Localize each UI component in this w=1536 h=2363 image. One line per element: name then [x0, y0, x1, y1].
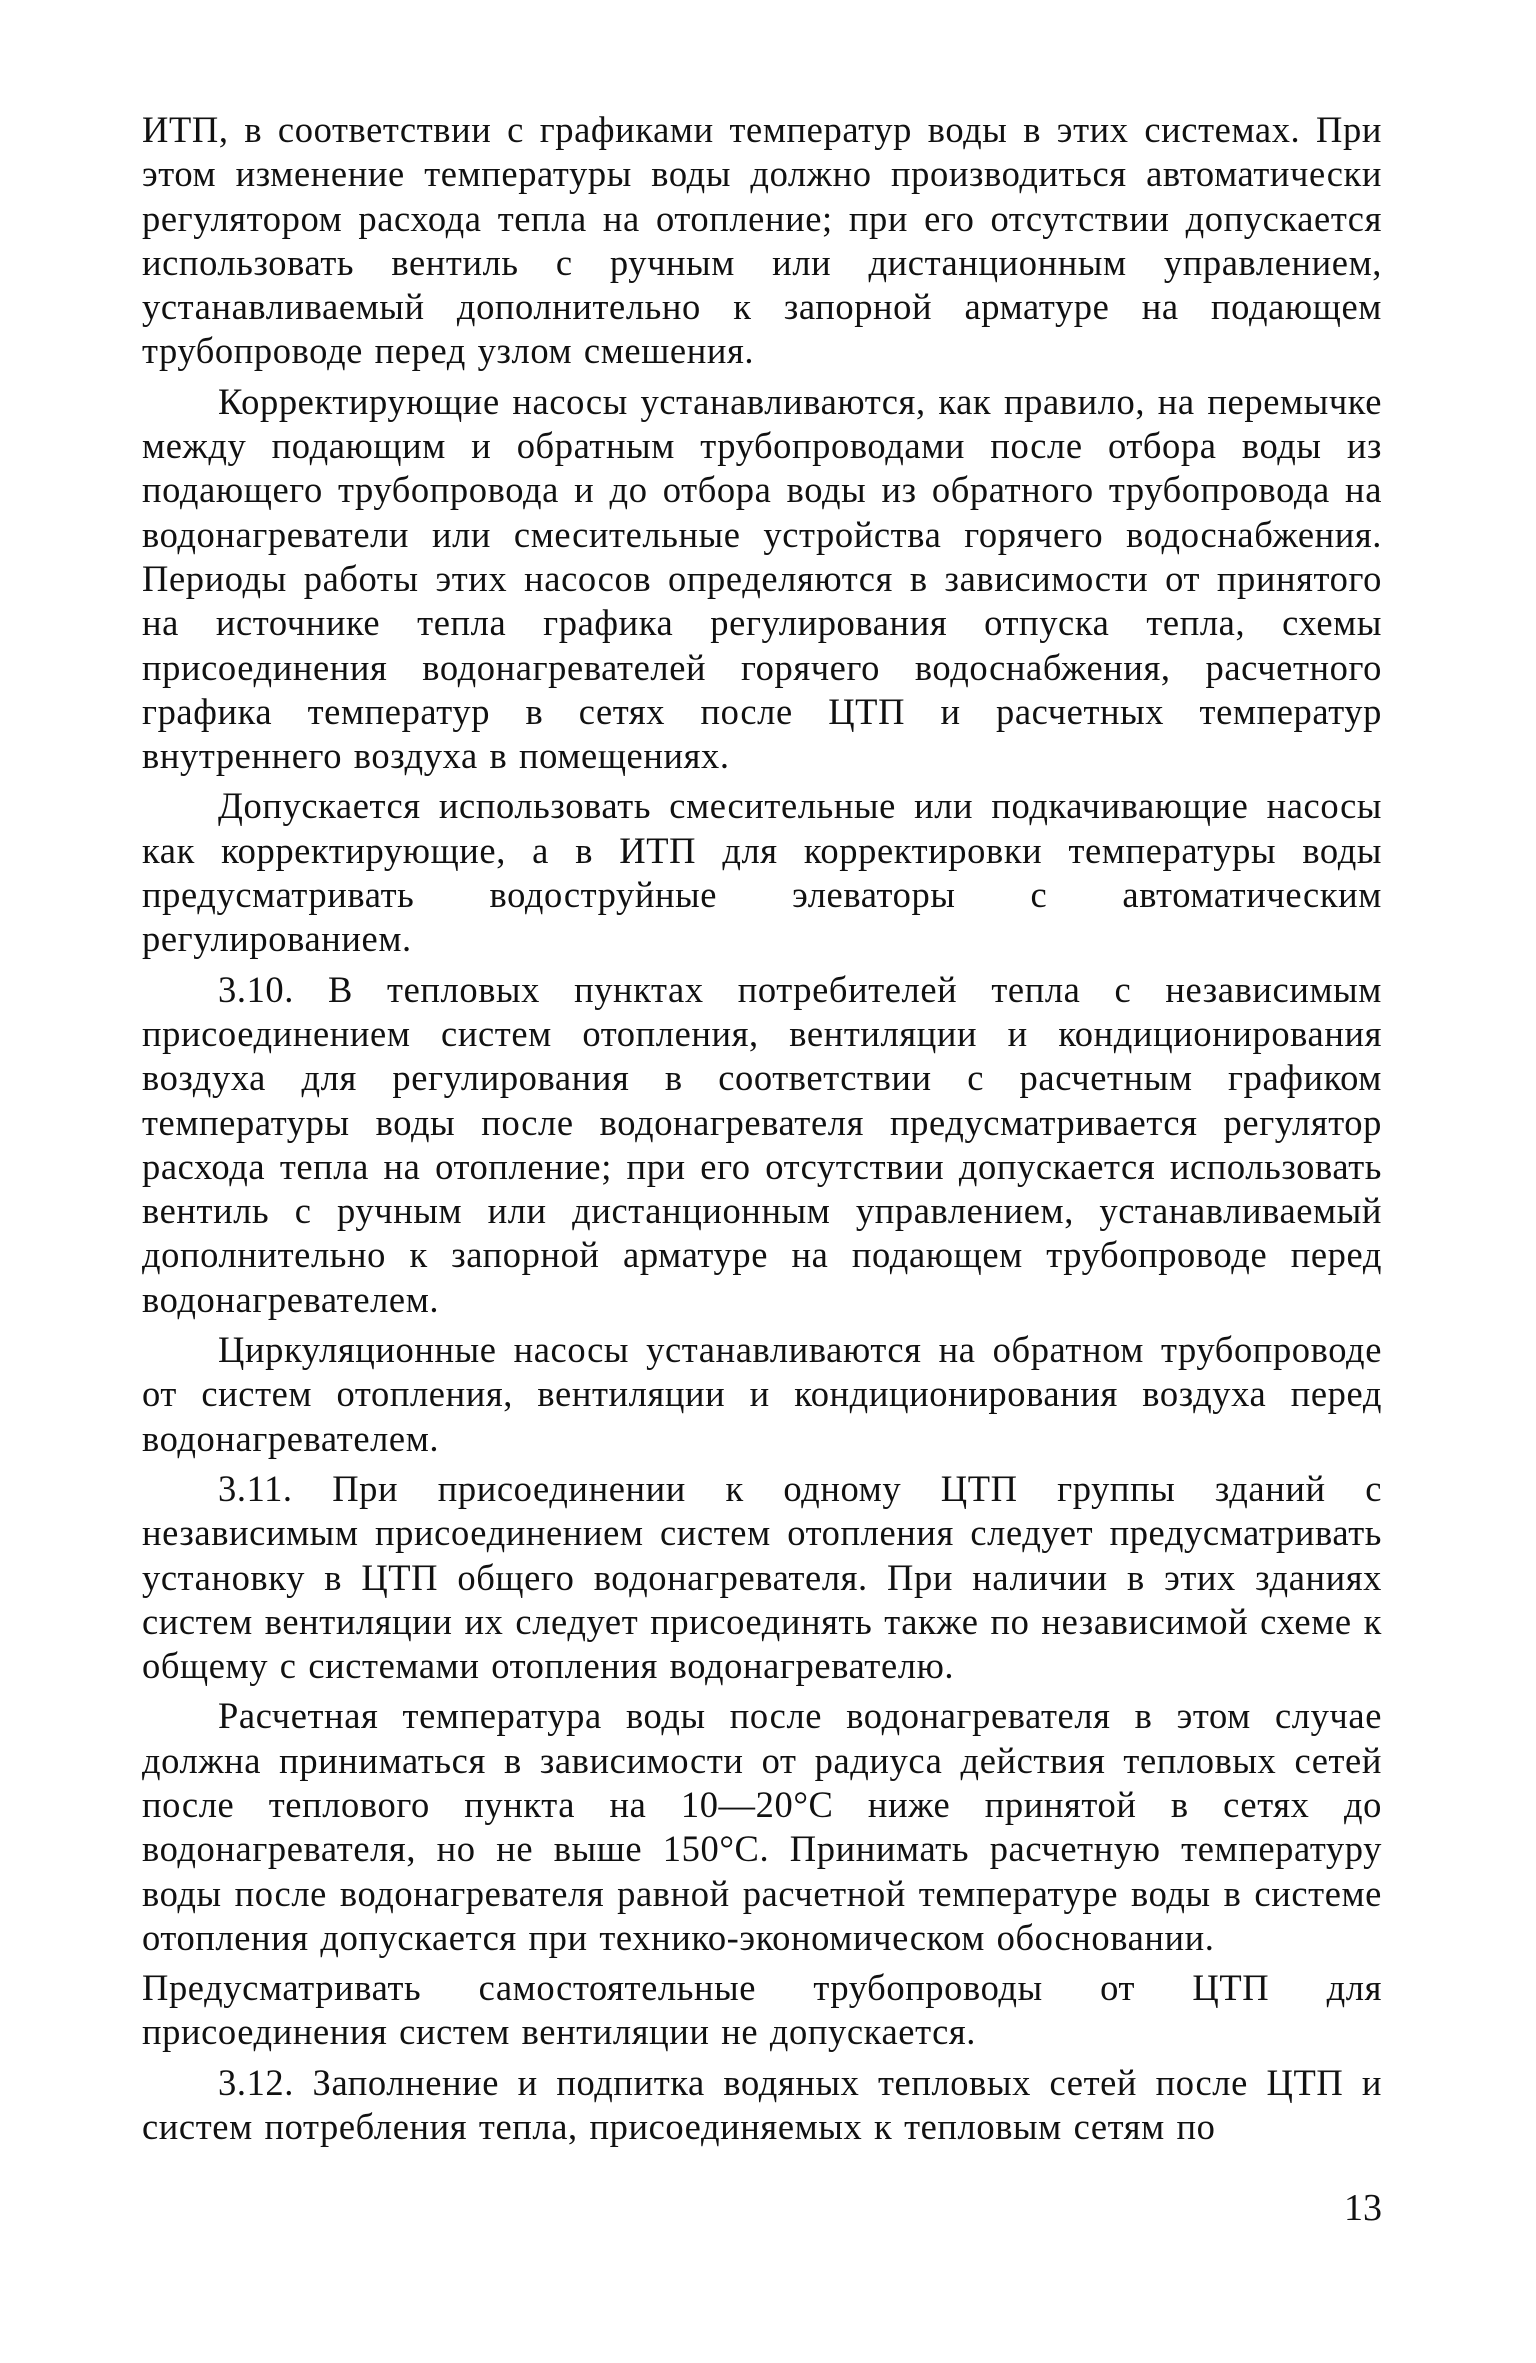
page-number: 13: [1344, 2187, 1382, 2229]
paragraph-5: Циркуляционные насосы устанавливаются на обратном трубопроводе от систем отопления, вентиляции и кондиционирования воздуха перед водонагревателем.: [142, 1329, 1382, 1459]
document-body: [142, 108, 1382, 2149]
paragraph-3-11: 3.11. При присоединении к одному ЦТП группы зданий с независимым присоединением систем отопления следует предусматривать установку в ЦТП общего водонагревателя. При наличии в этих зданиях систем вентиляции их следует присоединять также по независимой схеме к общему с системами отопления водонагревателю.: [142, 1467, 1382, 1687]
paragraph-3-12: 3.12. Заполнение и подпитка водяных тепловых сетей после ЦТП и систем потребления тепла, присоединяемых к тепловым сетям по: [142, 2061, 1382, 2148]
paragraph-3: Допускается использовать смесительные или подкачивающие насосы как корректирующие, а в ИТП для корректировки температуры воды предусматривать водоструйные элеваторы с автоматическим регулированием.: [142, 785, 1382, 960]
paragraph-7: Расчетная температура воды после водонагревателя в этом случае должна приниматься в зависимости от радиуса действия тепловых сетей после теплового пункта на 10—20°С ниже принятой в сетях до водонагревателя, но не выше 150°С. Принимать расчетную температуру воды после водонагревателя равной расчетной температуре воды в системе отопления допускается при технико-экономическом обосновании.: [142, 1695, 1382, 1958]
paragraph-3-10: 3.10. В тепловых пунктах потребителей тепла с независимым присоединением систем отопления, вентиляции и кондиционирования воздуха для регулирования в соответствии с расчетным графиком температуры воды после водонагревателя предусматривается регулятор расхода тепла на отопление; при его отсутствии допускается использовать вентиль с ручным или дистанционным управлением, устанавливаемый дополнительно к запорной арматуре на подающем трубопроводе перед водонагревателем.: [142, 968, 1382, 1320]
paragraph-2: Корректирующие насосы устанавливаются, как правило, на перемычке между подающим и обратным трубопроводами после отбора воды из подающего трубопровода и до отбора воды из обратного трубопровода на водонагреватели или смесительные устройства горячего водоснабжения. Периоды работы этих насосов определяются в зависимости от принятого на источнике тепла графика регулирования отпуска тепла, схемы присоединения водонагревателей горячего водоснабжения, расчетного графика температур в сетях после ЦТП и расчетных температур внутреннего воздуха в помещениях.: [142, 380, 1382, 777]
paragraph-1: ИТП, в соответствии с графиками температур воды в этих системах. При этом изменение температуры воды должно производиться автоматически регулятором расхода тепла на отопление; при его отсутствии допускается использовать вентиль с ручным или дистанционным управлением, устанавливаемый дополнительно к запорной арматуре на подающем трубопроводе перед узлом смешения.: [142, 109, 1382, 372]
paragraph-8: Предусматривать самостоятельные трубопроводы от ЦТП для присоединения систем вентиляции не допускается.: [142, 1967, 1382, 2053]
